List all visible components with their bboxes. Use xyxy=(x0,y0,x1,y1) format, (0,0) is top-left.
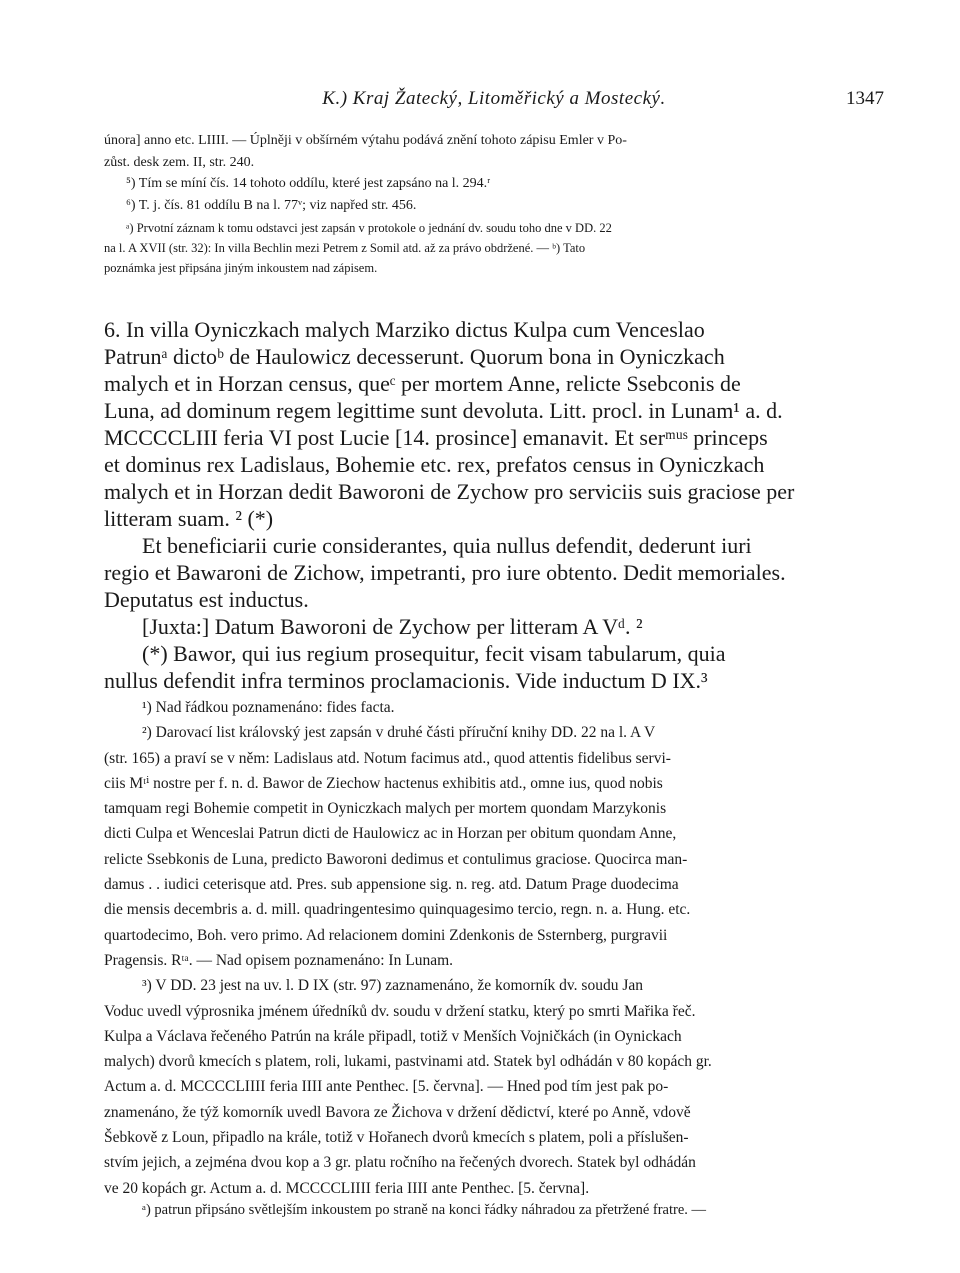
footnote-line: znamenáno, že týž komorník uvedl Bavora ze Žichova v držení dědictví, které po Anně, vdově xyxy=(104,1103,691,1121)
editorial-notes xyxy=(104,218,884,278)
footnote-line: malych) dvorů kmecích s platem, roli, lukami, pastvinami atd. Statek byl odhádán v 80 kopách gr. xyxy=(104,1053,712,1071)
bottom-note xyxy=(104,1200,884,1220)
entry-line: et dominus rex Ladislaus, Bohemie etc. rex, prefatos census in Oyniczkach xyxy=(104,452,765,477)
footnote-line: Voduc uvedl výprosnika jménem úředníků dv. soudu v držení statku, který po smrti Mařika řeč. xyxy=(104,1002,696,1020)
entry-line: Et beneficiarii curie considerantes, quia nullus defendit, dederunt iuri xyxy=(142,533,752,558)
entry-line: [Juxta:] Datum Baworoni de Zychow per litteram A Vᵈ. ² xyxy=(142,614,643,639)
footnote-line: dicti Culpa et Wenceslai Patrun dicti de Haulowicz ac in Horzan per obitum quondam Anne, xyxy=(104,825,677,843)
entry-line: Patrunᵃ dictoᵇ de Haulowicz decesserunt. Quorum bona in Oyniczkach xyxy=(104,344,725,369)
entry-line: regio et Bawaroni de Zichow, impetranti, pro iure obtento. Dedit memoriales. xyxy=(104,560,786,585)
note-line: ⁵) Tím se míní čís. 14 tohoto oddílu, které jest zapsáno na l. 294.ʳ xyxy=(126,176,491,191)
footnote-line: ²) Darovací list královský jest zapsán v druhé části příruční knihy DD. 22 na l. A V xyxy=(142,724,656,742)
footnote-line: tamquam regi Bohemie competit in Oyniczkach malych per mortem quondam Marzykonis xyxy=(104,800,667,818)
footnote-line: Pragensis. Rᵗᵃ. — Nad opisem poznamenáno: In Lunam. xyxy=(104,951,453,969)
footnote-line: die mensis decembris a. d. mill. quadringentesimo quinquagesimo tercio, regn. n. a. Hung. etc. xyxy=(104,901,691,919)
note-line: ᵃ) Prvotní záznam k tomu odstavci jest zapsán v protokole o jednání dv. soudu toho dne v DD. 22 xyxy=(126,221,612,235)
footnote-line: Šebkově z Loun, připadlo na krále, totiž v Hořanech dvorů kmecích s platem, poli a příslušen- xyxy=(104,1129,689,1147)
footnote-line: quartodecimo, Boh. vero primo. Ad relacionem domini Zdenkonis de Ssternberg, purgravii xyxy=(104,926,668,944)
footnote-line: (str. 165) a praví se v něm: Ladislaus atd. Notum facimus atd., quod attentis fidelibus servi- xyxy=(104,749,671,767)
entry-line: MCCCCLIII feria VI post Lucie [14. prosince] emanavit. Et serᵐᵘˢ princeps xyxy=(104,425,768,450)
footnote-line: damus . . iudici ceterisque atd. Pres. sub appensione sig. n. reg. atd. Datum Prage duodecima xyxy=(104,876,679,894)
footnote-line: ¹) Nad řádkou poznamenáno: fides facta. xyxy=(142,699,395,716)
entry-line: litteram suam. ² (*) xyxy=(104,506,274,531)
page-number: 1347 xyxy=(846,88,884,109)
header-title: K.) Kraj Žatecký, Litoměřický a Mostecký. xyxy=(322,88,666,109)
entry-line: nullus defendit infra terminos proclamacionis. Vide inductum D IX.³ xyxy=(104,668,708,693)
note-line: na l. A XVII (str. 32): In villa Bechlin mezi Petrem z Somil atd. až za právo obdržené. — ᵇ) Tato xyxy=(104,241,586,255)
entry-line: malych et in Horzan census, queᶜ per mortem Anne, relicte Ssebconis de xyxy=(104,371,741,396)
entry-line: malych et in Horzan dedit Baworoni de Zychow pro serviciis suis graciose per xyxy=(104,479,795,504)
footnote-line: ᵃ) patrun připsáno světlejším inkoustem po straně na konci řádky náhradou za přetržené fratre. — xyxy=(142,1202,707,1218)
footnote-line: relicte Ssebkonis de Luna, predicto Baworoni dedimus et contulimus graciose. Quocirca man- xyxy=(104,850,688,868)
note-line: zůst. desk zem. II, str. 240. xyxy=(104,154,255,170)
entry-line: Deputatus est inductus. xyxy=(104,587,309,612)
footnote-line: Kulpa a Václava řečeného Patrún na krále připadl, totiž v Menších Vojničkách (in Oynickach xyxy=(104,1027,682,1045)
footnote-line: Actum a. d. MCCCCLIIII feria IIII ante Penthec. [5. června]. — Hned pod tím jest pak po- xyxy=(104,1078,669,1096)
entry-text xyxy=(104,316,884,694)
footnotes xyxy=(104,695,884,1201)
note-line: poznámka jest připsána jiným inkoustem nad zápisem. xyxy=(104,261,378,275)
entry-line: Luna, ad dominum regem legittime sunt devoluta. Litt. procl. in Lunam¹ a. d. xyxy=(104,398,783,423)
note-line: února] anno etc. LIIII. — Úplněji v obšírném výtahu podává znění tohoto zápisu Emler v Po- xyxy=(104,133,627,148)
note-line: ⁶) T. j. čís. 81 oddílu B na l. 77ᵛ; viz napřed str. 456. xyxy=(126,197,417,213)
entry-line: (*) Bawor, qui ius regium prosequitur, fecit visam tabularum, quia xyxy=(142,641,726,666)
footnote-line: ciis Mᵗⁱ nostre per f. n. d. Bawor de Ziechow hactenus exhibitis atd., omne ius, quod nobis xyxy=(104,774,663,792)
footnote-line: ve 20 kopách gr. Actum a. d. MCCCCLIIII feria IIII ante Penthec. [5. června]. xyxy=(104,1179,590,1197)
entry-line: 6. In villa Oyniczkach malych Marziko dictus Kulpa cum Venceslao xyxy=(104,317,705,342)
top-footnotes xyxy=(104,130,884,216)
footnote-line: stvím jejich, a zejména dvou kop a 3 gr. platu ročního na řečených dvorech. Statek byl odhádán xyxy=(104,1154,696,1172)
running-header xyxy=(104,88,884,112)
footnote-line: ³) V DD. 23 jest na uv. l. D IX (str. 97) zaznamenáno, že komorník dv. soudu Jan xyxy=(142,977,643,995)
